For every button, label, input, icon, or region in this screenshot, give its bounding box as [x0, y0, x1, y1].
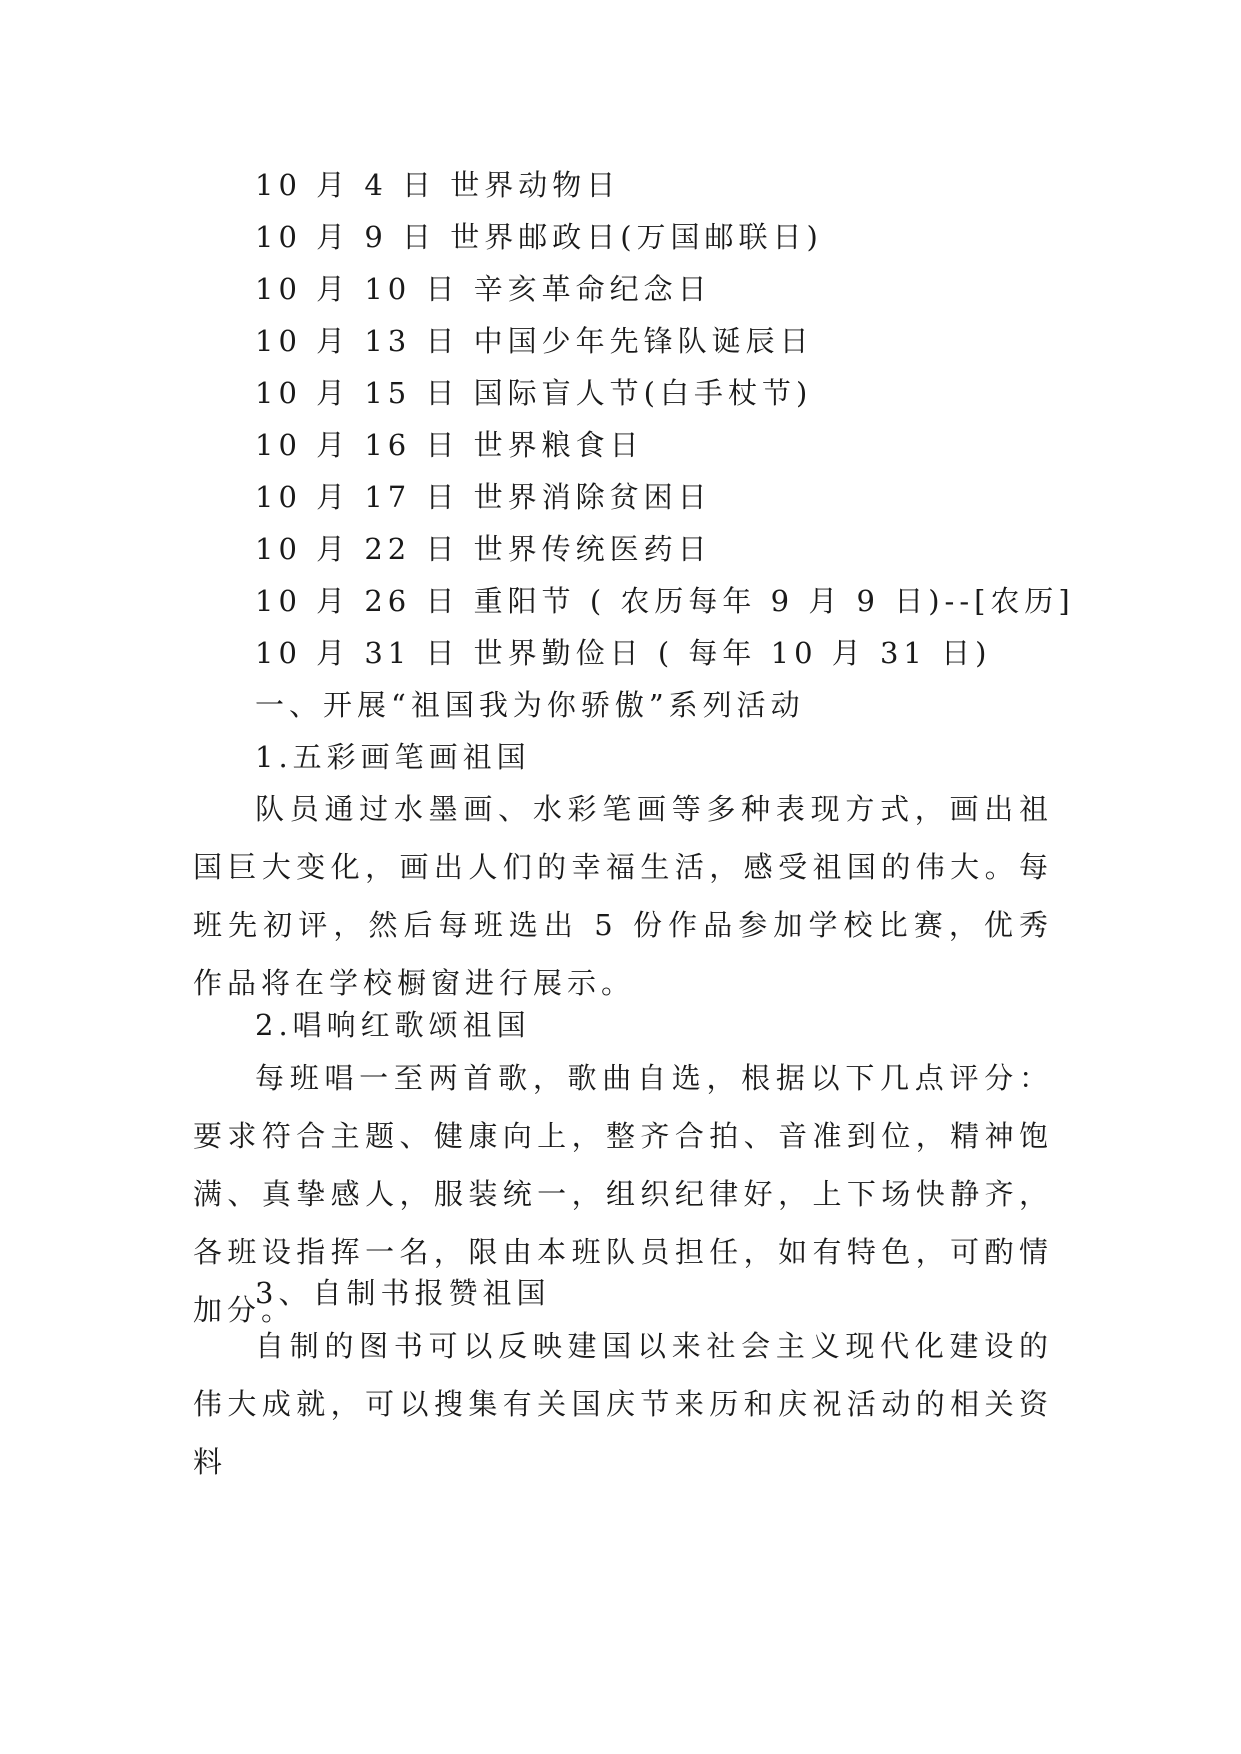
- activity-heading: 3、自制书报赞祖国: [255, 1276, 551, 1310]
- observance-line: 10 月 15 日 国际盲人节(白手杖节): [255, 376, 813, 410]
- observance-line: 10 月 4 日 世界动物日: [255, 168, 621, 202]
- observance-line: 10 月 31 日 世界勤俭日 ( 每年 10 月 31 日): [255, 636, 992, 670]
- observance-line: 10 月 9 日 世界邮政日(万国邮联日): [255, 220, 823, 254]
- activity-body: 每班唱一至两首歌，歌曲自选，根据以下几点评分：要求符合主题、健康向上，整齐合拍、音准到位，精神饱满、真挚感人，服装统一，组织纪律好，上下场快静齐，各班设指挥一名，限由本班队员担任，如有特色，可酌情加分。: [193, 1061, 1053, 1327]
- observance-line: 10 月 16 日 世界粮食日: [255, 428, 644, 462]
- observance-line: 10 月 22 日 世界传统医药日: [255, 532, 712, 566]
- observance-line: 10 月 17 日 世界消除贫困日: [255, 480, 712, 514]
- observance-line: 10 月 26 日 重阳节 ( 农历每年 9 月 9 日)--[农历]: [255, 584, 1075, 618]
- activity-heading: 1.五彩画笔画祖国: [255, 740, 531, 774]
- activity-body: 队员通过水墨画、水彩笔画等多种表现方式，画出祖国巨大变化，画出人们的幸福生活，感受祖国的伟大。每班先初评，然后每班选出 5 份作品参加学校比赛，优秀作品将在学校橱窗进行展示。: [193, 792, 1053, 1000]
- section-heading: 一、开展“祖国我为你骄傲”系列活动: [255, 688, 805, 722]
- observance-line: 10 月 13 日 中国少年先锋队诞辰日: [255, 324, 814, 358]
- activity-heading: 2.唱响红歌颂祖国: [255, 1008, 531, 1042]
- activity-body: 自制的图书可以反映建国以来社会主义现代化建设的伟大成就，可以搜集有关国庆节来历和庆祝活动的相关资料: [193, 1329, 1053, 1479]
- observance-line: 10 月 10 日 辛亥革命纪念日: [255, 272, 712, 306]
